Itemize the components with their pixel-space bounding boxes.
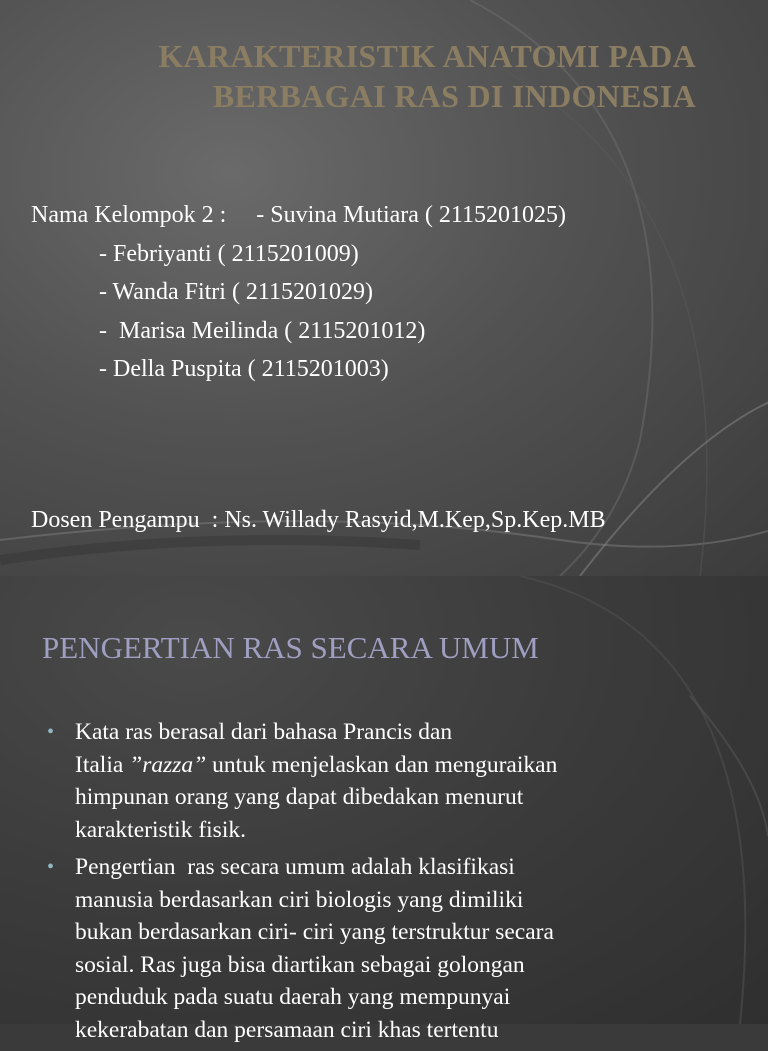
bullet-text-part: untuk menjelaskan dan menguraikan himpunan orang yang dapat dibedakan menurut karakteristik fisik. [75,751,558,843]
bullet-text-part: Kata ras berasal dari bahasa Prancis dan Italia [75,719,453,778]
bullet-list [47,716,687,1051]
member-item: - Febriyanti ( 2115201009) [99,240,359,267]
italic-term: ”razza” [129,751,207,778]
lecturer-line: Dosen Pengampu : Ns. Willady Rasyid,M.Kep,Sp.Kep.MB [31,507,606,533]
title-line-2: BERBAGAI RAS DI INDONESIA [212,78,696,114]
bullet-item [47,716,687,846]
group-members [31,196,566,389]
members-heading: Nama Kelompok 2 : - Suvina Mutiara ( 2115201025) [31,202,567,228]
section-title: PENGERTIAN RAS SECARA UMUM [42,630,539,665]
member-item: - Della Puspita ( 2115201003) [99,356,389,382]
slide-definition [0,576,768,1043]
title-line-1: KARAKTERISTIK ANATOMI PADA [158,38,696,74]
bullet-item [47,851,687,1046]
bullet-text: Pengertian ras secara umum adalah klasifikasi manusia berdasarkan ciri biologis yang dimiliki bukan berdasarkan ciri- ciri yang terstruktur secara sosial. Ras juga bisa diartikan sebagai golongan penduduk pada suatu daerah yang mempunyai kekerabatan dan persamaan ciri khas tertentu [75,854,554,1043]
bullet-icon: • [47,856,55,878]
member-item: - Marisa Meilinda ( 2115201012) [99,317,426,344]
bullet-icon: • [47,721,55,743]
member-item: - Wanda Fitri ( 2115201029) [99,279,374,305]
bullet-text [75,719,557,843]
slide-title-heading [76,36,696,116]
